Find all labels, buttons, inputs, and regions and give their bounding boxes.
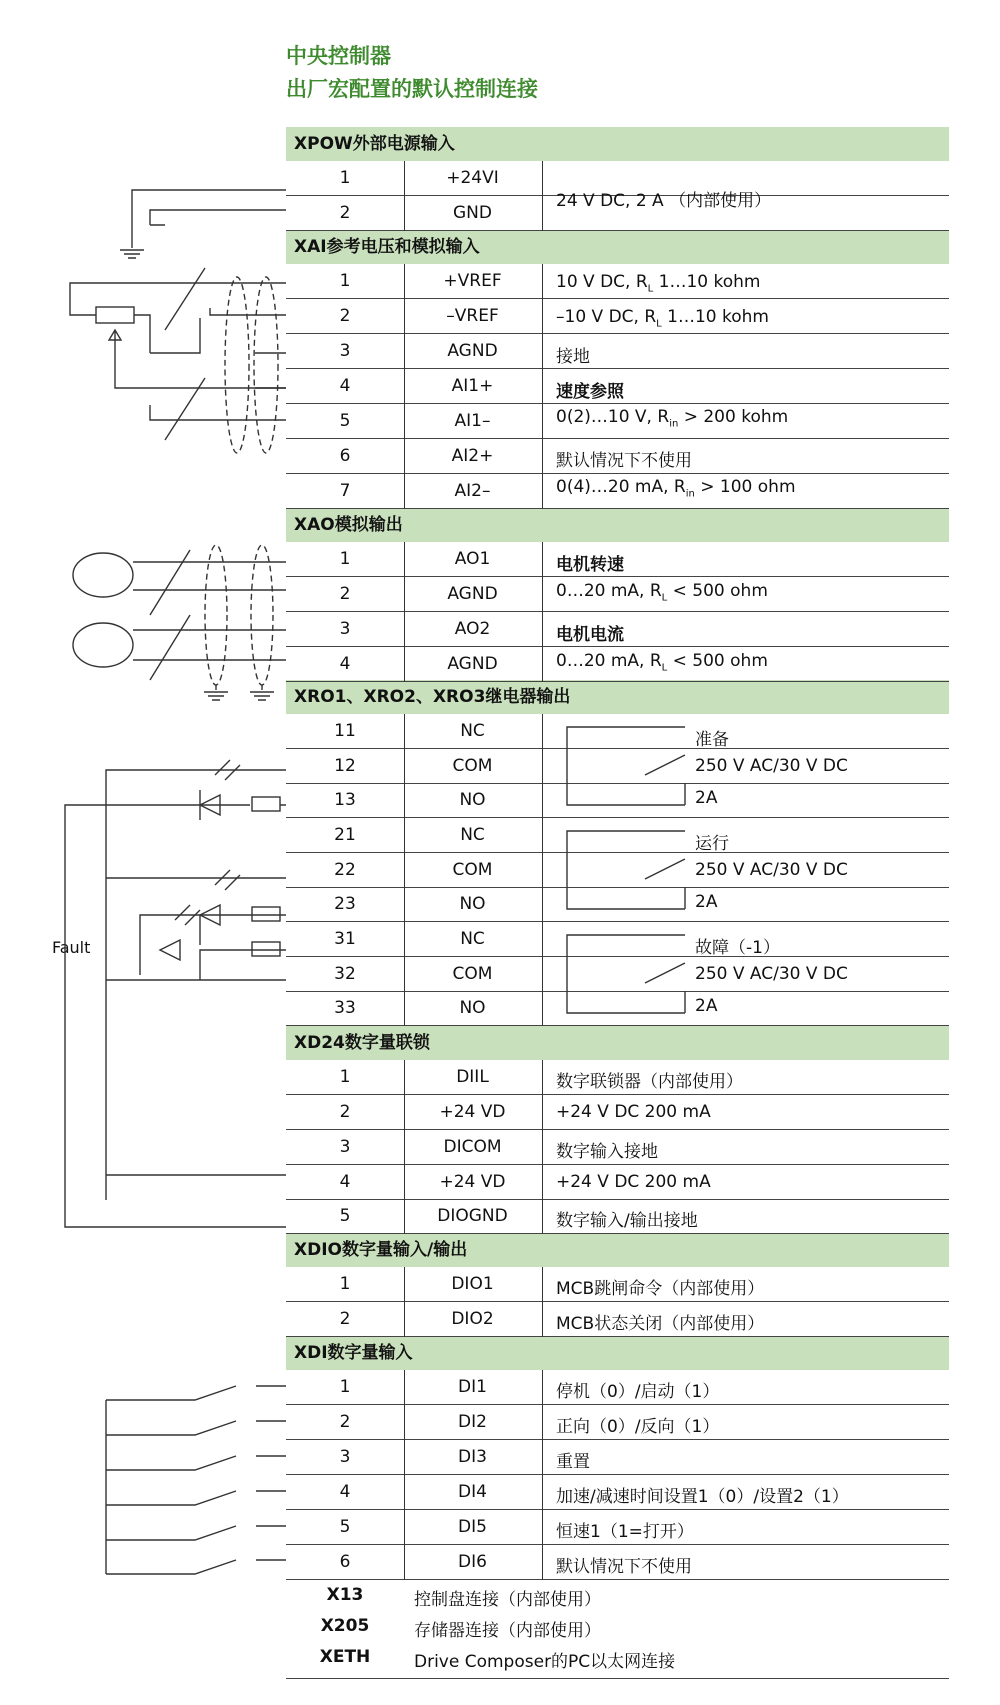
- fault-label: Fault: [52, 938, 91, 957]
- row-description: 数字联锁器（内部使用）: [556, 1071, 743, 1092]
- twist-mark: [165, 268, 205, 440]
- wire: [132, 190, 286, 245]
- signal-name: AGND: [447, 653, 498, 674]
- section-xdio: XDIO数字量输入/输出: [286, 1233, 949, 1267]
- signal-name: COM: [452, 755, 493, 776]
- terminal-number: 1: [339, 1273, 351, 1294]
- resistor: [252, 907, 280, 921]
- signal-name: NC: [460, 824, 485, 845]
- signal-name: +24VI: [446, 167, 499, 188]
- signal-name: AI1+: [451, 375, 494, 396]
- signal-name: NO: [459, 790, 486, 810]
- section-xpow: XPOW外部电源输入: [286, 127, 949, 161]
- xao-ao2-title: 电机电流: [556, 625, 624, 645]
- xai-ai2-desc: 0(4)…20 mA, $R_{in} > 100$ ohm: [556, 477, 796, 500]
- shield: [254, 277, 278, 453]
- resistor: [252, 797, 280, 811]
- relay1-rating: 250 V AC/30 V DC: [695, 756, 848, 776]
- relay-contact: [567, 727, 685, 805]
- terminal-number: 22: [334, 859, 356, 880]
- row-description: +24 V DC 200 mA: [556, 1171, 711, 1192]
- terminal-number: 2: [339, 1101, 351, 1122]
- signal-name: AGND: [447, 340, 498, 361]
- section-xao: XAO模拟输出: [286, 508, 949, 542]
- extra-key: X205: [320, 1616, 370, 1636]
- xai-vref-neg-desc: –10 V DC, $R_L$ 1…10 kohm: [556, 307, 769, 330]
- terminal-number: 4: [339, 653, 351, 674]
- extra-key: X13: [326, 1585, 364, 1605]
- signal-name: DIO1: [451, 1273, 494, 1294]
- relay-contact: [567, 935, 685, 1013]
- relay2-current: 2A: [695, 892, 718, 912]
- signal-name: DI1: [458, 1376, 487, 1397]
- relay3-current: 2A: [695, 996, 718, 1016]
- wire: [133, 562, 286, 660]
- wire: [150, 388, 286, 420]
- terminal-number: 1: [339, 270, 351, 291]
- terminal-number: 2: [339, 1411, 351, 1432]
- extra-key: XETH: [319, 1647, 371, 1667]
- signal-name: AI2–: [454, 480, 491, 501]
- wiper: [109, 330, 286, 388]
- signal-name: AI1–: [454, 410, 491, 431]
- ground-symbol: [250, 685, 274, 700]
- signal-name: DIIL: [456, 1066, 489, 1087]
- shield: [251, 545, 273, 685]
- section-xai: XAI参考电压和模拟输入: [286, 230, 949, 264]
- signal-name: +24 VD: [439, 1101, 506, 1122]
- section-xdi: XDI数字量输入: [286, 1336, 949, 1370]
- xao-ao1-desc: 0…20 mA, $R_L < 500$ ohm: [556, 581, 768, 604]
- terminal-number: 2: [339, 305, 351, 326]
- terminal-number: 6: [339, 445, 351, 466]
- signal-name: DI5: [458, 1516, 487, 1537]
- row-description: 数字输入接地: [556, 1141, 658, 1162]
- relay1-name: 准备: [695, 730, 729, 750]
- row-description: 重置: [556, 1451, 590, 1472]
- terminal-number: 2: [339, 583, 351, 604]
- section-xd24: XD24数字量联锁: [286, 1026, 949, 1060]
- terminal-number: 3: [339, 340, 351, 361]
- extra-value: Drive Composer的PC以太网连接: [414, 1652, 676, 1672]
- relay3-name: 故障（-1）: [695, 938, 780, 958]
- relay2-rating: 250 V AC/30 V DC: [695, 860, 848, 880]
- signal-name: DIO2: [451, 1308, 494, 1329]
- xai-ai2-title: 默认情况下不使用: [556, 451, 692, 471]
- signal-name: DI2: [458, 1411, 487, 1432]
- xao-ao1-title: 电机转速: [556, 555, 624, 575]
- terminal-number: 33: [334, 998, 356, 1018]
- terminal-number: 5: [339, 410, 351, 431]
- section-xro: XRO1、XRO2、XRO3继电器输出: [286, 680, 949, 714]
- resistor: [252, 942, 280, 956]
- signal-name: COM: [452, 963, 493, 984]
- terminal-number: 4: [339, 1171, 351, 1192]
- signal-name: NC: [460, 928, 485, 949]
- row-description: 数字输入/输出接地: [556, 1211, 698, 1231]
- xai-ai1-desc: 0(2)…10 V, $R_{in} > 200$ kohm: [556, 407, 789, 430]
- row-description: MCB状态关闭（内部使用）: [556, 1313, 765, 1334]
- row-description: 默认情况下不使用: [556, 1556, 692, 1577]
- wire: [70, 283, 286, 353]
- signal-name: DI6: [458, 1551, 487, 1572]
- meter: [73, 623, 133, 667]
- xao-ao2-desc: 0…20 mA, $R_L < 500$ ohm: [556, 651, 768, 674]
- signal-name: GND: [453, 202, 492, 223]
- signal-name: AO1: [454, 548, 491, 569]
- terminal-number: 1: [339, 167, 351, 188]
- ground-symbol: [204, 685, 228, 700]
- terminal-number: 1: [339, 1376, 351, 1397]
- wire: [106, 1386, 286, 1574]
- wire: [150, 308, 286, 353]
- terminal-number: 3: [339, 1136, 351, 1157]
- terminal-number: 11: [334, 720, 356, 741]
- terminal-number: 4: [339, 1481, 351, 1502]
- xai-vref-pos-desc: 10 V DC, $R_L$ 1…10 kohm: [556, 272, 761, 295]
- row-description: 加速/减速时间设置1（0）/设置2（1）: [556, 1486, 849, 1507]
- terminal-number: 31: [334, 928, 356, 949]
- terminal-number: 13: [334, 790, 356, 810]
- relay3-rating: 250 V AC/30 V DC: [695, 964, 848, 984]
- ground-symbol: [120, 245, 144, 258]
- terminal-number: 2: [339, 202, 351, 223]
- signal-name: –VREF: [446, 305, 499, 326]
- terminal-number: 5: [339, 1516, 351, 1537]
- meter: [73, 553, 133, 597]
- xai-ai1-title: 速度参照: [556, 382, 624, 402]
- signal-name: DICOM: [443, 1136, 502, 1157]
- row-description: MCB跳闸命令（内部使用）: [556, 1278, 765, 1299]
- relay-contact: [567, 831, 685, 909]
- terminal-number: 7: [339, 480, 351, 501]
- signal-name: DIOGND: [437, 1206, 508, 1226]
- shield: [225, 277, 249, 453]
- terminal-number: 2: [339, 1308, 351, 1329]
- signal-name: DI4: [458, 1481, 487, 1502]
- light-rays: [175, 760, 240, 925]
- page-title: 中央控制器: [286, 44, 391, 68]
- extra-value: 控制盘连接（内部使用）: [414, 1590, 601, 1610]
- terminal-number: 12: [334, 755, 356, 776]
- terminal-number: 21: [334, 824, 356, 845]
- terminal-number: 3: [339, 618, 351, 639]
- signal-name: NC: [460, 720, 485, 741]
- terminal-number: 5: [339, 1206, 351, 1226]
- signal-name: +VREF: [443, 270, 502, 291]
- terminal-number: 1: [339, 1066, 351, 1087]
- terminal-number: 3: [339, 1446, 351, 1467]
- signal-name: AI2+: [451, 445, 494, 466]
- terminal-number: 4: [339, 375, 351, 396]
- row-description: 正向（0）/反向（1）: [556, 1416, 720, 1437]
- signal-name: NO: [459, 894, 486, 914]
- terminal-number: 6: [339, 1551, 351, 1572]
- row-description: 停机（0）/启动（1）: [556, 1381, 720, 1402]
- relay1-current: 2A: [695, 788, 718, 808]
- terminal-number: 23: [334, 894, 356, 914]
- terminal-number: 1: [339, 548, 351, 569]
- signal-name: AGND: [447, 583, 498, 604]
- signal-name: DI3: [458, 1446, 487, 1467]
- xpow-desc: 24 V DC, 2 A （内部使用）: [556, 191, 772, 211]
- signal-name: AO2: [454, 618, 491, 639]
- shield: [205, 545, 227, 685]
- row-description: 恒速1（1=打开）: [556, 1521, 694, 1542]
- wire: [106, 770, 286, 1200]
- relay2-name: 运行: [695, 834, 729, 854]
- signal-name: COM: [452, 859, 493, 880]
- terminal-number: 32: [334, 963, 356, 984]
- potentiometer: [96, 307, 134, 323]
- signal-name: +24 VD: [439, 1171, 506, 1192]
- row-description: +24 V DC 200 mA: [556, 1101, 711, 1122]
- wire: [65, 790, 286, 1227]
- extra-value: 存储器连接（内部使用）: [414, 1621, 601, 1641]
- signal-name: NO: [459, 998, 486, 1018]
- page-subtitle: 出厂宏配置的默认控制连接: [286, 77, 538, 101]
- xai-agnd-desc: 接地: [556, 347, 590, 367]
